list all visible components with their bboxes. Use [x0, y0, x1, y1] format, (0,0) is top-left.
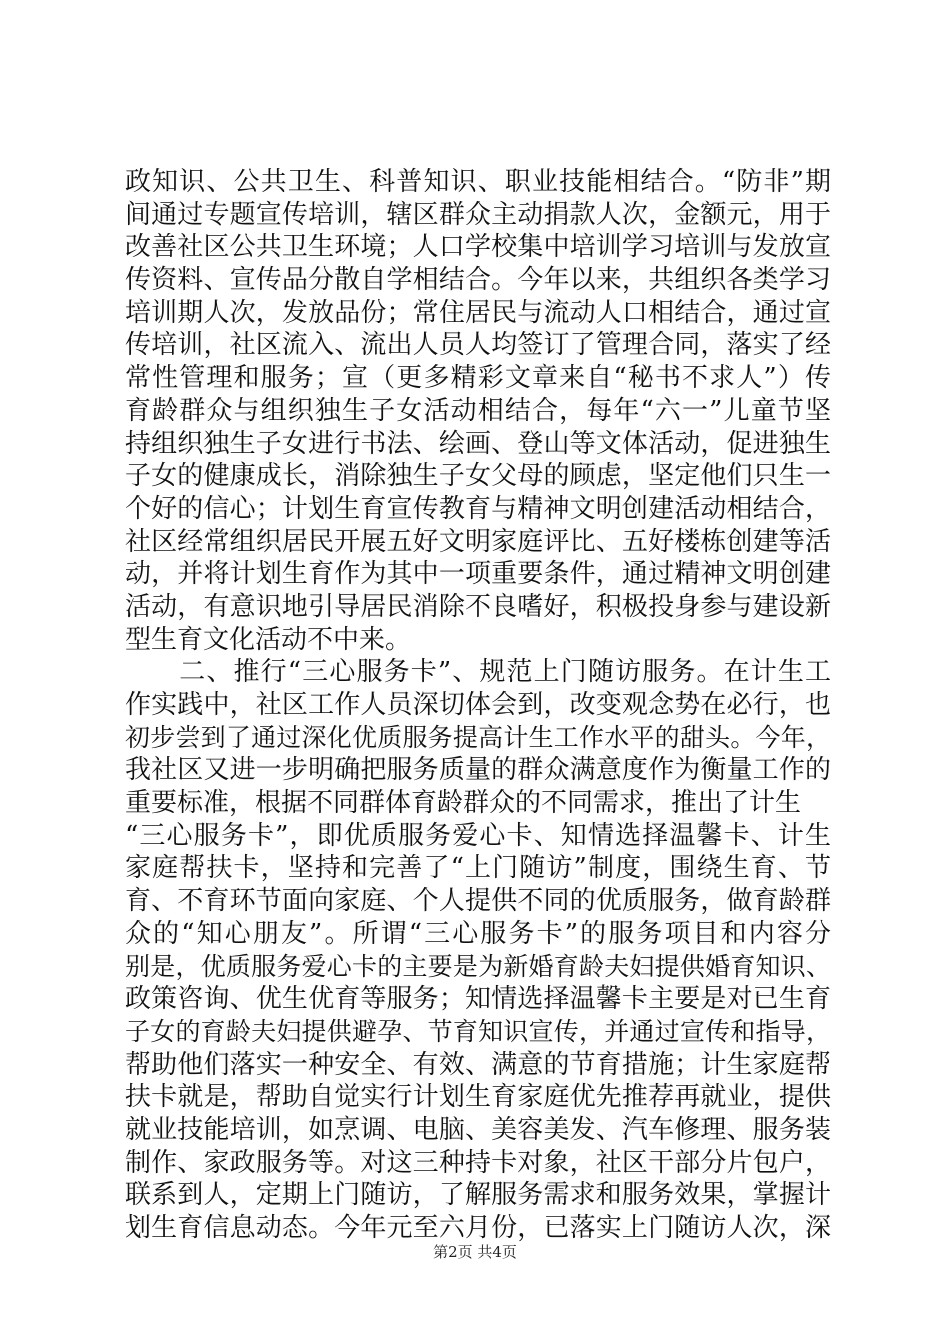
text-line: 育、不育环节面向家庭、个人提供不同的优质服务，做育龄群: [125, 886, 831, 917]
text-line: 政策咨询、优生优育等服务；知情选择温馨卡主要是对已生育: [125, 984, 831, 1015]
text-line: 常性管理和服务；宣（更多精彩文章来自“秘书不求人”）传: [125, 363, 831, 394]
text-line: 二、推行“三心服务卡”、规范上门随访服务。在计生工: [125, 657, 831, 688]
text-line: 子女的健康成长，消除独生子女父母的顾虑，坚定他们只生一: [125, 461, 831, 492]
text-line: 作实践中，社区工作人员深切体会到，改变观念势在必行，也: [125, 690, 831, 720]
text-line: 众的“知心朋友”。所谓“三心服务卡”的服务项目和内容分: [125, 918, 831, 949]
page-number-footer: 第2页 共4页: [433, 1243, 517, 1261]
text-line: 活动，有意识地引导居民消除不良嗜好，积极投身参与建设新: [125, 591, 831, 622]
text-line: 制作、家政服务等。对这三种持卡对象，社区干部分片包户，: [125, 1147, 831, 1178]
text-line: 初步尝到了通过深化优质服务提高计生工作水平的甜头。今年，: [125, 722, 831, 752]
text-line: 间通过专题宣传培训，辖区群众主动捐款人次，金额元，用于: [125, 199, 831, 230]
text-line: 我社区又进一步明确把服务质量的群众满意度作为衡量工作的: [125, 755, 831, 786]
text-line: 就业技能培训，如烹调、电脑、美容美发、汽车修理、服务装: [125, 1114, 831, 1145]
text-line: 动，并将计划生育作为其中一项重要条件，通过精神文明创建: [125, 559, 831, 590]
text-line: 政知识、公共卫生、科普知识、职业技能相结合。“防非”期: [125, 167, 831, 197]
text-line: 联系到人，定期上门随访，了解服务需求和服务效果，掌握计: [125, 1180, 831, 1211]
text-line: 别是，优质服务爱心卡的主要是为新婚育龄夫妇提供婚育知识、: [125, 951, 831, 981]
text-line: 个好的信心；计划生育宣传教育与精神文明创建活动相结合，: [125, 493, 831, 524]
body-text: [125, 166, 831, 1245]
text-line: 育龄群众与组织独生子女活动相结合，每年“六一”儿童节坚: [125, 395, 831, 426]
text-line: 家庭帮扶卡，坚持和完善了“上门随访”制度，围绕生育、节: [125, 853, 831, 884]
text-line: 传资料、宣传品分散自学相结合。今年以来，共组织各类学习: [125, 265, 831, 296]
text-line: 子女的育龄夫妇提供避孕、节育知识宣传，并通过宣传和指导，: [125, 1016, 831, 1046]
text-line: 社区经常组织居民开展五好文明家庭评比、五好楼栋创建等活: [125, 526, 831, 557]
text-line: 帮助他们落实一种安全、有效、满意的节育措施；计生家庭帮: [125, 1049, 831, 1080]
text-line: 培训期人次，发放品份；常住居民与流动人口相结合，通过宣: [125, 297, 831, 328]
text-line: 传培训，社区流入、流出人员人均签订了管理合同，落实了经: [125, 330, 831, 361]
text-line: “三心服务卡”，即优质服务爱心卡、知情选择温馨卡、计生: [125, 820, 831, 851]
text-line: 改善社区公共卫生环境；人口学校集中培训学习培训与发放宣: [125, 232, 831, 263]
text-line: 扶卡就是，帮助自觉实行计划生育家庭优先推荐再就业，提供: [125, 1082, 831, 1113]
text-line: 划生育信息动态。今年元至六月份，已落实上门随访人次，深: [125, 1213, 831, 1243]
text-line: 重要标准，根据不同群体育龄群众的不同需求，推出了计生: [125, 788, 802, 819]
text-line: 持组织独生子女进行书法、绘画、登山等文体活动，促进独生: [125, 428, 831, 459]
text-line: 型生育文化活动不中来。: [125, 624, 412, 655]
